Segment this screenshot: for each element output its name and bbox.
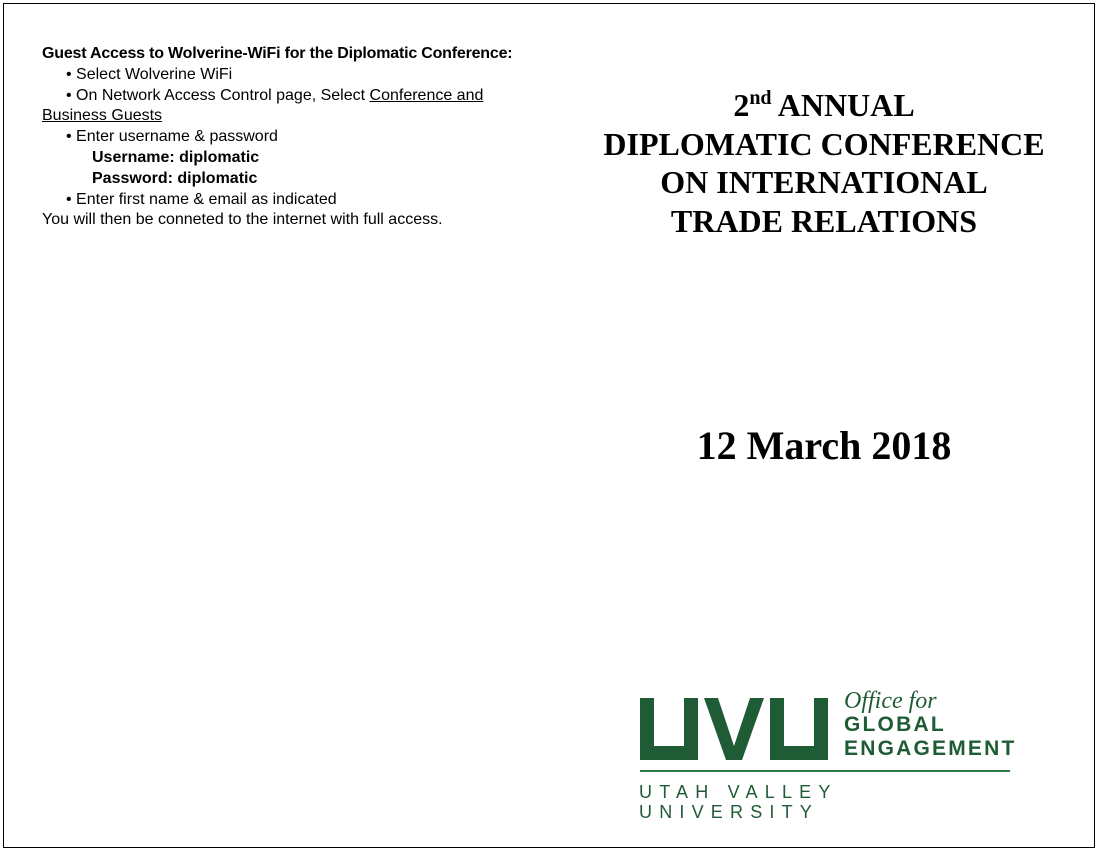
title-ordinal-suffix: nd bbox=[749, 87, 772, 109]
uvu-logo bbox=[634, 688, 1017, 822]
wifi-instructions bbox=[42, 44, 522, 231]
logo-divider bbox=[640, 770, 1010, 772]
title-ordinal-number: 2 bbox=[733, 87, 750, 123]
title-line-3: ON INTERNATIONAL bbox=[660, 164, 988, 200]
logo-university-name: UTAH VALLEY UNIVERSITY bbox=[639, 782, 838, 822]
logo-global: GLOBAL bbox=[844, 713, 946, 736]
logo-engagement: ENGAGEMENT bbox=[844, 737, 1017, 760]
wifi-heading: Guest Access to Wolverine-WiFi for the Diplomatic Conference: bbox=[42, 45, 513, 62]
conference-guests-link-part2: Business Guests bbox=[42, 107, 163, 125]
conference-guests-link-part1: Conference and bbox=[369, 86, 484, 104]
wifi-step-3: • Enter username & password bbox=[66, 128, 278, 146]
title-line-4: TRADE RELATIONS bbox=[670, 202, 978, 239]
title-line-2: DIPLOMATIC CONFERENCE bbox=[603, 125, 1045, 162]
document-page bbox=[3, 3, 1095, 848]
uvu-wordmark-icon bbox=[640, 698, 830, 762]
logo-office-for: Office for bbox=[844, 688, 937, 714]
wifi-step-2 bbox=[42, 86, 522, 107]
wifi-closing: You will then be conneted to the internet with full access. bbox=[42, 211, 443, 229]
username-line: Username: diplomatic bbox=[92, 148, 260, 166]
wifi-step-2-text: • On Network Access Control page, Select bbox=[66, 86, 370, 104]
title-line-1-text: ANNUAL bbox=[771, 87, 915, 123]
wifi-step-2-continued bbox=[42, 106, 522, 127]
password-line: Password: diplomatic bbox=[92, 169, 258, 187]
conference-title bbox=[564, 86, 1084, 240]
wifi-step-1: • Select Wolverine WiFi bbox=[66, 65, 233, 83]
wifi-step-4: • Enter first name & email as indicated bbox=[66, 190, 337, 208]
conference-date: 12 March 2018 bbox=[696, 423, 952, 468]
title-line-1 bbox=[564, 86, 1084, 125]
